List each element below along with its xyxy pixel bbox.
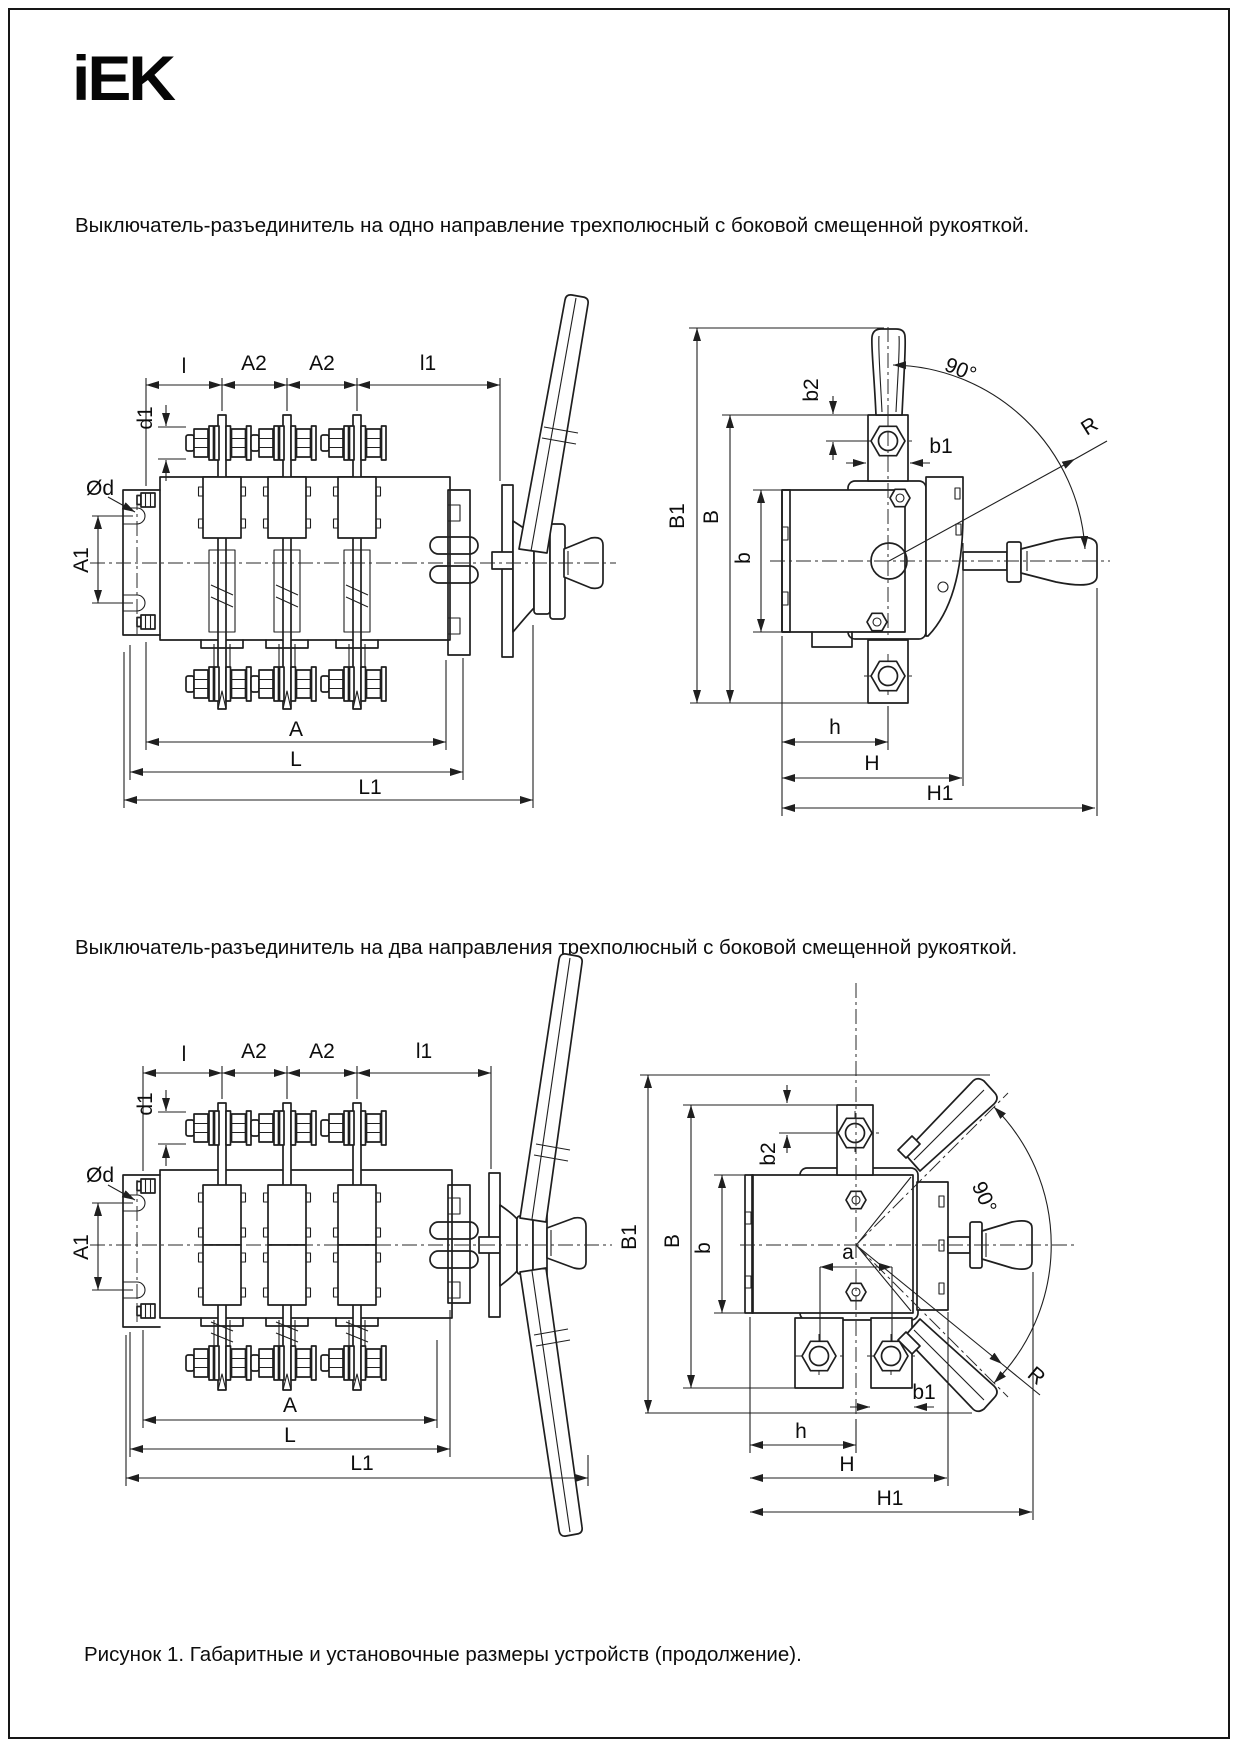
dim-label-diam: Ød xyxy=(85,1164,115,1187)
figure-caption: Рисунок 1. Габаритные и установочные размеры устройств (продолжение). xyxy=(84,1643,802,1666)
figure1-front-view xyxy=(70,295,616,808)
iek-logo: iEK xyxy=(72,42,174,114)
dim-label-angle: 90° xyxy=(941,353,980,387)
dim-label-a: a xyxy=(842,1241,854,1264)
figure2-side-view xyxy=(618,983,1075,1520)
handle-vertical xyxy=(872,329,905,415)
dim-label-b: b xyxy=(692,1242,715,1254)
dim-label-a1: A1 xyxy=(70,1234,93,1260)
dim-label-d1: d1 xyxy=(134,406,157,430)
dim-label-L: L xyxy=(290,748,302,771)
dim-label-L1: L1 xyxy=(358,776,382,799)
dim-label-H1: H1 xyxy=(926,782,954,805)
figure1-title: Выключатель-разъединитель на одно направление трехполюсный с боковой смещенной рукояткой. xyxy=(75,214,1030,237)
dim-label-b2: b2 xyxy=(800,378,823,402)
dim-label-l1: l1 xyxy=(419,352,437,375)
dim-label-diam: Ød xyxy=(85,477,115,500)
dim-label-H: H xyxy=(864,752,880,775)
dim-label-a1: A1 xyxy=(70,547,93,573)
dim-label-B: B xyxy=(700,509,723,525)
dim-label-l: l xyxy=(181,1043,187,1066)
figure1-side-view xyxy=(666,327,1110,816)
dim-label-R: R xyxy=(1077,412,1103,441)
dim-label-H1: H1 xyxy=(876,1487,904,1510)
dim-label-a2: A2 xyxy=(241,1040,267,1063)
handle-grip xyxy=(547,1218,586,1269)
dim-label-d1: d1 xyxy=(134,1092,157,1116)
dim-label-a2: A2 xyxy=(309,352,335,375)
dim-label-h: h xyxy=(795,1420,807,1443)
dim-label-l: l xyxy=(181,355,187,378)
dim-label-angle: 90° xyxy=(966,1178,1001,1217)
dim-label-A: A xyxy=(282,1394,298,1417)
dim-label-b1: b1 xyxy=(929,435,953,458)
dim-label-L: L xyxy=(284,1424,296,1447)
dim-label-b: b xyxy=(732,552,755,564)
dim-label-h: h xyxy=(829,716,841,739)
figure2-title: Выключатель-разъединитель на два направления трехполюсный с боковой смещенной рукояткой. xyxy=(75,936,1018,959)
dim-label-L1: L1 xyxy=(350,1452,374,1475)
dim-label-B1: B1 xyxy=(618,1224,641,1250)
dim-label-B: B xyxy=(661,1233,684,1249)
dim-label-l1: l1 xyxy=(415,1040,433,1063)
dim-label-a2: A2 xyxy=(309,1040,335,1063)
dim-label-a2: A2 xyxy=(241,352,267,375)
dim-label-A: A xyxy=(288,718,304,741)
figure2-front-view xyxy=(70,954,612,1536)
dim-label-B1: B1 xyxy=(666,503,689,529)
dim-label-b2: b2 xyxy=(757,1142,780,1166)
dim-label-b1: b1 xyxy=(912,1381,936,1404)
dim-label-H: H xyxy=(839,1453,855,1476)
dim-label-R: R xyxy=(1022,1362,1050,1390)
handle-up-right xyxy=(904,1079,997,1171)
